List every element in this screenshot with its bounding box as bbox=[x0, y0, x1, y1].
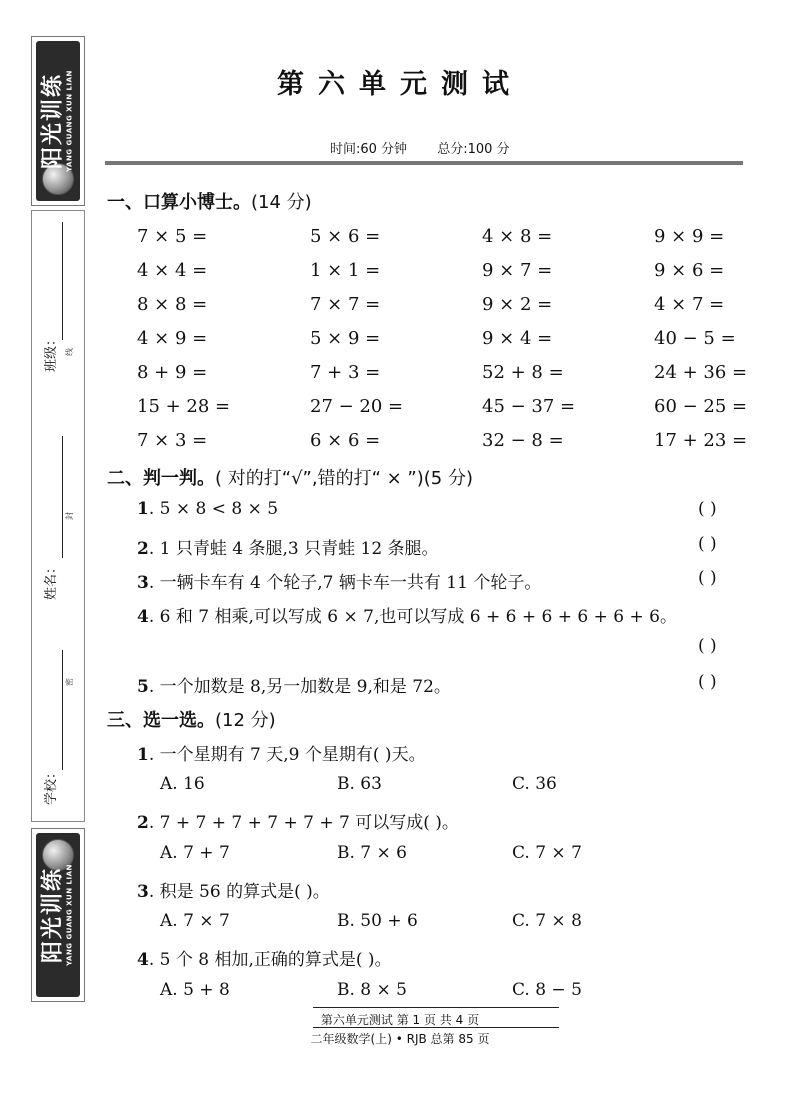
q4-option-c[interactable]: C. 8 − 5 bbox=[512, 980, 582, 1000]
calc-problem: 40 − 5 = bbox=[654, 328, 736, 349]
judge-answer-2[interactable]: ( ) bbox=[698, 534, 717, 554]
q1-option-c[interactable]: C. 36 bbox=[512, 774, 557, 794]
calc-problem: 9 × 6 = bbox=[654, 260, 725, 281]
calc-problem: 27 − 20 = bbox=[310, 396, 404, 417]
calc-problem: 8 × 8 = bbox=[137, 294, 208, 315]
q3-option-b[interactable]: B. 50 + 6 bbox=[337, 911, 418, 931]
judge-item-2: 2. 1 只青蛙 4 条腿,3 只青蛙 12 条腿。 bbox=[137, 539, 439, 559]
binding-mark-xian: 线 bbox=[65, 348, 74, 356]
calc-problem: 9 × 2 = bbox=[482, 294, 553, 315]
binding-mark-feng: 封 bbox=[65, 512, 74, 520]
section1-heading: 一、口算小博士。(14 分) bbox=[107, 192, 312, 213]
name-label: 姓名： bbox=[44, 560, 59, 600]
calc-problem: 24 + 36 = bbox=[654, 362, 748, 383]
q1-option-a[interactable]: A. 16 bbox=[160, 774, 205, 794]
calc-problem: 45 − 37 = bbox=[482, 396, 576, 417]
calc-problem: 9 × 7 = bbox=[482, 260, 553, 281]
calc-problem: 15 + 28 = bbox=[137, 396, 231, 417]
brand-name: 阳光训练 bbox=[40, 867, 66, 964]
calc-problem: 60 − 25 = bbox=[654, 396, 748, 417]
page-title: 第六单元测试 bbox=[277, 69, 523, 100]
binding-margin bbox=[31, 210, 85, 822]
calc-problem: 32 − 8 = bbox=[482, 430, 564, 451]
q4-option-a[interactable]: A. 5 + 8 bbox=[160, 980, 230, 1000]
calc-problem: 4 × 7 = bbox=[654, 294, 725, 315]
school-label: 学校： bbox=[44, 765, 59, 805]
judge-answer-3[interactable]: ( ) bbox=[698, 568, 717, 588]
q2-option-a[interactable]: A. 7 + 7 bbox=[160, 843, 230, 863]
judge-answer-5[interactable]: ( ) bbox=[698, 672, 717, 692]
brand-pinyin: YANG GUANG XUN LIAN bbox=[65, 70, 74, 172]
calc-problem: 52 + 8 = bbox=[482, 362, 564, 383]
calc-problem: 7 × 3 = bbox=[137, 430, 208, 451]
header-rule bbox=[105, 161, 743, 165]
footer-rule-mid bbox=[313, 1027, 559, 1028]
judge-answer-4[interactable]: ( ) bbox=[698, 636, 717, 656]
calc-problem: 8 + 9 = bbox=[137, 362, 208, 383]
judge-item-1: 1. 5 × 8 < 8 × 5 bbox=[137, 499, 279, 519]
calc-problem: 5 × 9 = bbox=[310, 328, 381, 349]
judge-item-4: 4. 6 和 7 相乘,可以写成 6 × 7,也可以写成 6 + 6 + 6 + 6 + 6 + 6。 bbox=[137, 607, 677, 627]
footer-rule-top bbox=[313, 1007, 559, 1008]
footer-line-2: 二年级数学(上) • RJB 总第 85 页 bbox=[310, 1032, 490, 1046]
brand-logo-bottom bbox=[31, 828, 85, 1002]
judge-item-3: 3. 一辆卡车有 4 个轮子,7 辆卡车一共有 11 个轮子。 bbox=[137, 573, 542, 593]
calc-problem: 7 × 7 = bbox=[310, 294, 381, 315]
calc-problem: 17 + 23 = bbox=[654, 430, 748, 451]
choice-question-2: 2. 7 + 7 + 7 + 7 + 7 + 7 可以写成( )。 bbox=[137, 813, 459, 833]
total-score: 总分:100 分 bbox=[437, 142, 510, 157]
choice-question-4: 4. 5 个 8 相加,正确的算式是( )。 bbox=[137, 950, 392, 970]
calc-problem: 4 × 4 = bbox=[137, 260, 208, 281]
calc-problem: 1 × 1 = bbox=[310, 260, 381, 281]
section3-heading: 三、选一选。(12 分) bbox=[107, 710, 276, 731]
brand-pinyin: YANG GUANG XUN LIAN bbox=[65, 864, 74, 966]
judge-item-5: 5. 一个加数是 8,另一加数是 9,和是 72。 bbox=[137, 677, 451, 697]
class-field-line[interactable] bbox=[62, 222, 63, 340]
brand-name: 阳光训练 bbox=[40, 73, 66, 170]
binding-mark-mi: 密 bbox=[65, 678, 74, 686]
choice-question-1: 1. 一个星期有 7 天,9 个星期有( )天。 bbox=[137, 745, 426, 765]
calc-problem: 5 × 6 = bbox=[310, 226, 381, 247]
q4-option-b[interactable]: B. 8 × 5 bbox=[337, 980, 407, 1000]
calc-problem: 6 × 6 = bbox=[310, 430, 381, 451]
q3-option-a[interactable]: A. 7 × 7 bbox=[160, 911, 230, 931]
calc-problem: 7 + 3 = bbox=[310, 362, 381, 383]
calc-problem: 9 × 4 = bbox=[482, 328, 553, 349]
time-limit: 时间:60 分钟 bbox=[330, 142, 408, 157]
q2-option-c[interactable]: C. 7 × 7 bbox=[512, 843, 582, 863]
exam-info bbox=[330, 138, 536, 157]
q3-option-c[interactable]: C. 7 × 8 bbox=[512, 911, 582, 931]
calc-problem: 9 × 9 = bbox=[654, 226, 725, 247]
name-field-line[interactable] bbox=[62, 436, 63, 558]
footer-line-1: 第六单元测试 第 1 页 共 4 页 bbox=[320, 1013, 480, 1027]
q1-option-b[interactable]: B. 63 bbox=[337, 774, 382, 794]
calc-problem: 7 × 5 = bbox=[137, 226, 208, 247]
class-label: 班级： bbox=[44, 332, 59, 372]
calc-problem: 4 × 9 = bbox=[137, 328, 208, 349]
q2-option-b[interactable]: B. 7 × 6 bbox=[337, 843, 407, 863]
calc-problem: 4 × 8 = bbox=[482, 226, 553, 247]
school-field-line[interactable] bbox=[62, 650, 63, 770]
section2-heading: 二、判一判。( 对的打“√”,错的打“ × ”)(5 分) bbox=[107, 468, 474, 489]
judge-answer-1[interactable]: ( ) bbox=[698, 499, 717, 519]
choice-question-3: 3. 积是 56 的算式是( )。 bbox=[137, 882, 330, 902]
